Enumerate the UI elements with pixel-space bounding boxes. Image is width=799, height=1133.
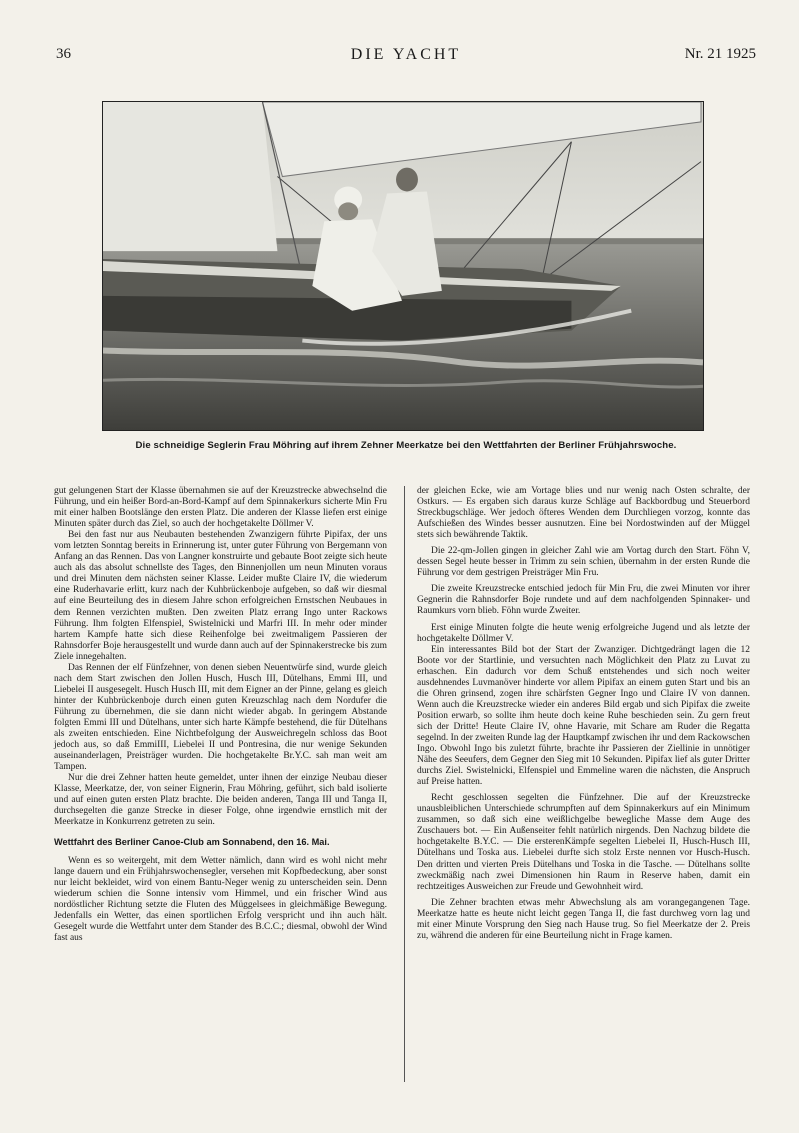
column-divider [404,486,405,1082]
sailing-photo-illustration [103,102,703,430]
photo-caption: Die schneidige Seglerin Frau Möhring auf ihrem Zehner Meerkatze bei den Wettfahrten der Berliner Frühjahrswoche. [135,440,677,451]
issue-number: Nr. 21 1925 [684,46,756,62]
paragraph: der gleichen Ecke, wie am Vortage blies und nur wenig nach Osten schralte, der Ostkurs. — Es ergaben sich daraus kurze Schläge auf Backbordbug und Steuerbord Streckbugschläge. Wer jedoch öfteres Wenden dem Durchliegen vorzog, konnte das Aufschießen des Windes besser ausnutzen. Eine bei Nordostwinden auf der Müggel stets sich bewährende Taktik. [417,486,750,541]
paragraph: Ein interessantes Bild bot der Start der Zwanziger. Dichtgedrängt lagen die 12 Boote vor der Startlinie, und versuchten nach Möglichkeit den Platz zu Luvat zu erhaschen. Ein dadurch vor dem Schuß entstehendes und sich noch weiter ausdehnendes Luvmanöver hinderte vor allem Pipifax an einem guten Start und bis an die Ohren grinsend, zogen ihre schärfsten Gegner Ingo und Claire IV von dannen. Wenn auch die Kreuzstrecke wieder ein anderes Bild ergab und sich Pipifax die zweite Position erwarb, so sollte ihm heute doch keine Ruhe beschieden sein. Zu gern freut sich der Dritte! Heute Claire IV, ohne Havarie, mit Schare am Ruder die Regatta segelnd. In der zweiten Runde lag der Hauptkampf zwischen ihr und dem Rackowschen Ingo. Obwohl Ingo bis zuletzt führte, brachte ihr Passieren der Ziellinie in unnötiger Nähe des Seeufers, dem Gegner den Sieg mit 10 Sekunden. Pipifax lief als guter Dritter durchs Ziel. Swistelnicki, Elfenspiel und Emmeline waren die nächsten, die Anspruch auf Preise hatten. [417,644,750,788]
paragraph: Die zweite Kreuzstrecke entschied jedoch für Min Fru, die zwei Minuten vor ihrer Gegnerin die Rahnsdorfer Boje rundete und auf dem nachfolgenden Spinnaker- und Raumkurs vorn blieb. Föhn wurde Zweiter. [417,584,750,617]
paragraph: Erst einige Minuten folgte die heute wenig erfolgreiche Jugend und als letzte der hochgetakelte Döllmer V. [417,622,750,644]
right-column [417,486,750,942]
paragraph: Die 22-qm-Jollen gingen in gleicher Zahl wie am Vortag durch den Start. Föhn V, dessen Segel heute besser in Trimm zu sein schien, übernahm in der ersten Runde die Führung vor dem gestrigen Preisträger Min Fru. [417,546,750,579]
paragraph: Das Rennen der elf Fünfzehner, von denen sieben Neuentwürfe sind, wurde gleich nach dem Start zwischen den Jollen Husch, Husch III, Dütelhans, Emmi III, und Liebelei II ausgesegelt. Husch Husch III, mit dem Eigner an der Pinne, gelang es gleich hinter der Kuhbrückenboje durch einen guten Kreuzschlag nach dem Nordufer die Führung zu übernehmen, die sie dann nicht wieder abgab. In geringem Abstande folgten Emmi III und Dütelhans, unter sich harte Kämpfe bestehend, die für Dütelhans als zweiten entschieden. Eine Nichtbefolgung der Ausweichregeln schloss das Boot jedoch aus, so daß EmmiIII, Liebelei II und Pontresina, die nur wenige Sekunden auseinanderlagen, Preisträger wurden. Die hochgetakelte Br.Y.C. sah man weit am Tampen. [54,662,387,773]
left-column [54,486,387,944]
paragraph: Nur die drei Zehner hatten heute gemeldet, unter ihnen der einzige Neubau dieser Klasse, Meerkatze, der, von seiner Eignerin, Frau Möhring, geführt, sich bald isolierte und auf einen guten ersten Platz brachte. Die beiden anderen, Tanga III und Tanga II, durchsegelten die ganze Strecke in dieser Folge, ohne irgendwie ernstlich mit der Meerkatze in Konkurrenz getreten zu sein. [54,773,387,828]
paragraph: gut gelungenen Start der Klasse übernahmen sie auf der Kreuzstrecke abwechselnd die Führung, und ein heißer Bord-an-Bord-Kampf auf dem Spinnakerkurs sicherte Min Fru mit einer halben Bootslänge den ersten Platz. Die anderen der Klasse liefen erst einige Minuten später durch das Ziel, so auch der hochgetakelte Döllmer V. [54,486,387,530]
paragraph: Die Zehner brachten etwas mehr Abwechslung als am vorangegangenen Tage. Meerkatze hatte es heute nicht leicht gegen Tanga II, die fast durchweg vorn lag und mit einer Minute Vorsprung den Sieg nach Hause trug. So fiel Meerkatze der 2. Preis zu, während die anderen für eine Beurteilung nicht in Frage kamen. [417,897,750,941]
sailing-photo [102,101,704,431]
paragraph: Wenn es so weitergeht, mit dem Wetter nämlich, dann wird es wohl nicht mehr lange dauern und ein Frühjahrswochensegler, versehen mit Kopfbedeckung, aber sonst nur leicht bekleidet, wird von einem Bantu-Neger wenig zu unterscheiden sein. Denn wiederum schien die Sonne intensiv vom Himmel, und ein frischer Wind aus nordöstlicher Richtung setzte die Fluten des Müggelsees in gleichmäßige Bewegung. Jedenfalls ein Wetter, das einen sportlichen Erfolg verspricht und ihn auch hält. Gesegelt wurde die Wettfahrt unter dem Stander des B.C.C.; diesmal, obwohl der Wind fast aus [54,855,387,943]
paragraph: Bei den fast nur aus Neubauten bestehenden Zwanzigern führte Pipifax, der uns vom letzten Sonntag bereits in Erinnerung ist, unter guter Führung von Bergemann von Anfang an das Rennen. Das von Langner konstruirte und gebaute Boot zeigte sich heute auch als das absolut schnellste des Tages, den Binnenjollen um neun Minuten voraus und drei Minuten dem nächsten seiner Klasse. Leider mußte Claire IV, die wiederum eine Ruderhavarie erlitt, kurz nach der Kuhbrückenboje aufgeben, so daß wir diesmal auf eine Beurteilung des in diesem Jahre schon erfolgreichen Ernstschen Neubaues in dem Rennen verzichten mußten. Den zweiten Platz errang Ingo unter Rackows Führung. Ihm folgten Elfenspiel, Swistelnicki und Marfri III. In mehr oder minder hartem Kampfe hatte sich diese Reihenfolge bei zweitmaligem Passieren der Rahnsdorfer Boje herausgestellt und wurde dann auch auf der Spinnakerstrecke bis zum Ziele innegehalten. [54,530,387,662]
page-number: 36 [56,46,71,62]
section-heading: Wettfahrt des Berliner Canoe-Club am Sonnabend, den 16. Mai. [54,837,330,848]
page-header [56,46,756,70]
paragraph: Recht geschlossen segelten die Fünfzehner. Die auf der Kreuzstrecke unausbleiblichen Unterschiede schrumpften auf dem Spinnakerkurs auf ein Minimum zusammen, so daß sich eine weißlichgelbe bewegliche Masse dem Auge des Zuschauers bot. — Ein Außenseiter fehlt natürlich nirgends. Den Nachzug bildete die hochgetakelte B.Y.C. — Die ersterenKämpfe segelten Liebelei II, Husch-Husch III, Dütelhans und Toska aus. Liebelei durfte sich stolz Erste nennen vor Husch-Husch. Den dritten und vierten Preis Dütelhans und Toska in die Tasche. — Dütelhans sollte zweckmäßig nach zwei Dimensionen hin Raum in Reserve haben, damit ein rechtzeitiges Ausweichen zur Freude und Gewohnheit wird. [417,793,750,892]
journal-title: DIE YACHT [350,46,462,63]
